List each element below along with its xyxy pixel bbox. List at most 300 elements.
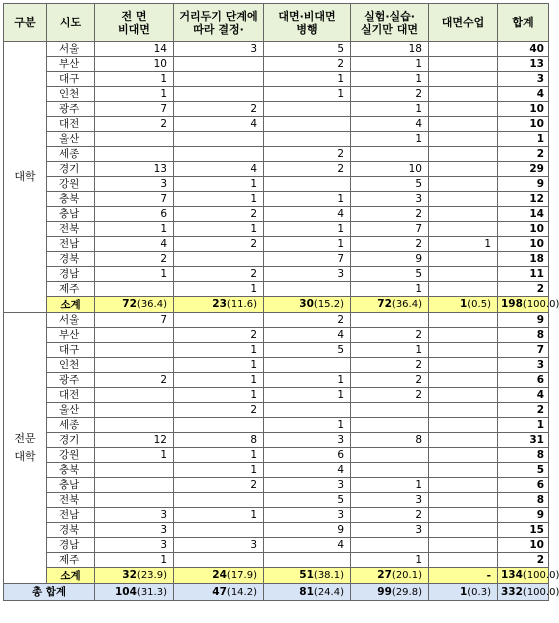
value-cell: 1 [174,463,264,478]
value-cell: 2 [174,403,264,418]
value-cell: 7 [264,252,351,267]
cell-percent: (14.2) [226,586,257,598]
subtotal-total-cell [498,568,559,584]
subtotal-cell [174,297,264,313]
value-cell: 3 [264,508,351,523]
region-cell: 대전 [47,388,95,403]
value-cell [95,282,174,297]
row-total-cell: 1 [498,132,549,147]
value-cell: 2 [174,267,264,282]
table-row [4,207,549,222]
value-cell [95,343,174,358]
table-row [4,252,549,267]
value-cell: 4 [95,237,174,252]
table-row [4,162,549,177]
cell-percent: (0.3) [467,586,491,598]
value-cell [351,463,429,478]
row-total-cell: 29 [498,162,549,177]
value-cell [95,358,174,373]
value-cell [174,132,264,147]
value-cell: 4 [264,463,351,478]
value-cell: 1 [174,282,264,297]
value-cell [95,328,174,343]
value-cell [174,523,264,538]
value-cell [429,42,498,57]
cell-count: - [486,569,491,582]
grand-total-cell [95,584,174,601]
subtotal-cell [264,568,351,584]
value-cell: 1 [351,343,429,358]
cell-percent: (0.5) [467,299,491,310]
region-cell: 부산 [47,328,95,343]
region-cell: 강원 [47,177,95,192]
cell-count: 99 [377,585,392,598]
value-cell: 7 [95,313,174,328]
cell-count: 1 [459,298,468,310]
value-cell [429,553,498,568]
value-cell [429,538,498,553]
value-cell [174,87,264,102]
cell-percent: (24.4) [313,586,344,598]
region-cell: 세종 [47,418,95,433]
row-total-cell: 6 [498,373,549,388]
table-row [4,523,549,538]
value-cell [429,177,498,192]
value-cell [95,493,174,508]
row-total-cell: 10 [498,237,549,252]
value-cell: 2 [174,478,264,493]
value-cell: 1 [264,192,351,207]
table-row [4,328,549,343]
region-cell: 부산 [47,57,95,72]
cell-count: 23 [212,298,227,310]
row-total-cell: 6 [498,478,549,493]
value-cell: 3 [174,538,264,553]
group-label: 대학 [4,42,47,313]
value-cell: 9 [351,252,429,267]
value-cell: 2 [264,147,351,162]
value-cell [95,478,174,493]
table-row [4,508,549,523]
value-cell [429,343,498,358]
value-cell [429,508,498,523]
subtotal-cell [429,297,498,313]
value-cell [174,493,264,508]
region-cell: 경남 [47,538,95,553]
table-row [4,87,549,102]
cell-percent: (29.8) [391,586,422,598]
value-cell: 3 [174,42,264,57]
value-cell: 1 [429,237,498,252]
table-row [4,418,549,433]
value-cell: 8 [351,433,429,448]
value-cell: 1 [351,553,429,568]
subtotal-cell [429,568,498,584]
value-cell [174,252,264,267]
value-cell: 1 [351,102,429,117]
value-cell: 1 [351,282,429,297]
table-row [4,72,549,87]
header-hybrid: 대면·비대면 병행 [264,4,351,42]
cell-percent: (38.1) [313,570,344,581]
region-cell: 경북 [47,523,95,538]
table-row [4,57,549,72]
value-cell: 1 [174,192,264,207]
region-cell: 서울 [47,42,95,57]
value-cell [95,147,174,162]
grand-total-cell [351,584,429,601]
value-cell [429,102,498,117]
cell-percent: (100.0) [522,586,559,598]
table-row [4,448,549,463]
region-cell: 충북 [47,192,95,207]
subtotal-label: 소계 [47,297,95,313]
table-row [4,267,549,282]
value-cell: 9 [264,523,351,538]
table-row [4,538,549,553]
table-row [4,192,549,207]
value-cell: 1 [174,358,264,373]
table-row [4,102,549,117]
subtotal-cell [95,297,174,313]
value-cell: 1 [95,87,174,102]
row-total-cell: 3 [498,358,549,373]
row-total-cell: 40 [498,42,549,57]
value-cell [429,463,498,478]
row-total-cell: 2 [498,282,549,297]
cell-percent: (23.9) [136,570,167,581]
value-cell: 1 [95,448,174,463]
value-cell: 1 [95,222,174,237]
value-cell: 2 [351,388,429,403]
value-cell: 3 [351,523,429,538]
value-cell: 1 [174,388,264,403]
region-cell: 전북 [47,222,95,237]
table-row [4,373,549,388]
value-cell [429,358,498,373]
row-total-cell: 4 [498,87,549,102]
value-cell: 5 [264,493,351,508]
subtotal-cell [351,297,429,313]
cell-percent: (36.4) [391,299,422,310]
cell-percent: (36.4) [136,299,167,310]
cell-percent: (100.0) [522,570,559,581]
value-cell: 2 [264,313,351,328]
grand-total-label: 총 합계 [4,584,95,601]
region-cell: 제주 [47,553,95,568]
value-cell [429,192,498,207]
value-cell: 10 [351,162,429,177]
row-total-cell: 13 [498,57,549,72]
header-row [4,4,549,42]
value-cell [429,117,498,132]
region-cell: 광주 [47,102,95,117]
table-row [4,147,549,162]
value-cell: 1 [351,72,429,87]
value-cell [95,388,174,403]
row-total-cell: 3 [498,72,549,87]
value-cell: 1 [174,448,264,463]
value-cell [351,147,429,162]
row-total-cell: 9 [498,177,549,192]
value-cell: 7 [351,222,429,237]
value-cell: 1 [264,418,351,433]
row-total-cell: 4 [498,388,549,403]
table-row [4,433,549,448]
table-row [4,478,549,493]
cell-count: 72 [377,298,392,310]
value-cell [174,553,264,568]
value-cell [429,252,498,267]
value-cell [264,358,351,373]
value-cell [429,57,498,72]
value-cell [429,448,498,463]
value-cell: 18 [351,42,429,57]
value-cell [174,147,264,162]
value-cell: 3 [264,267,351,282]
subtotal-cell [264,297,351,313]
value-cell [429,523,498,538]
value-cell: 2 [351,87,429,102]
subtotal-row [4,297,549,313]
cell-percent: (15.2) [313,299,344,310]
row-total-cell: 31 [498,433,549,448]
table-row [4,493,549,508]
value-cell [429,328,498,343]
value-cell: 6 [95,207,174,222]
value-cell: 5 [264,343,351,358]
table-row [4,403,549,418]
row-total-cell: 5 [498,463,549,478]
subtotal-label: 소계 [47,568,95,584]
table-row [4,42,549,57]
region-cell: 경기 [47,162,95,177]
value-cell [429,313,498,328]
region-cell: 세종 [47,147,95,162]
row-total-cell: 8 [498,328,549,343]
value-cell [95,403,174,418]
value-cell: 6 [264,448,351,463]
value-cell [429,478,498,493]
value-cell: 4 [264,328,351,343]
region-cell: 경기 [47,433,95,448]
region-cell: 대구 [47,72,95,87]
value-cell: 4 [264,207,351,222]
row-total-cell: 18 [498,252,549,267]
value-cell: 1 [95,267,174,282]
value-cell: 3 [95,177,174,192]
row-total-cell: 2 [498,553,549,568]
value-cell [264,553,351,568]
value-cell: 1 [174,508,264,523]
row-total-cell: 8 [498,493,549,508]
header-region: 시도 [47,4,95,42]
cell-count: 1 [459,585,468,598]
value-cell: 2 [95,252,174,267]
cell-percent: (100.0) [522,299,559,310]
value-cell: 1 [264,237,351,252]
table-row [4,553,549,568]
row-total-cell: 9 [498,313,549,328]
region-cell: 서울 [47,313,95,328]
table-row [4,177,549,192]
grand-total-row [4,584,549,601]
header-distancing-based: 거리두기 단계에 따라 결정· [174,4,264,42]
table-row [4,237,549,252]
cell-percent: (11.6) [226,299,257,310]
value-cell: 5 [351,267,429,282]
value-cell: 5 [264,42,351,57]
row-total-cell: 15 [498,523,549,538]
value-cell: 3 [95,538,174,553]
value-cell [429,147,498,162]
grand-total-cell [429,584,498,601]
value-cell [264,282,351,297]
value-cell [351,448,429,463]
header-in-person: 대면수업 [429,4,498,42]
value-cell: 2 [264,162,351,177]
value-cell [429,267,498,282]
value-cell: 1 [174,343,264,358]
header-lab-only-in-person: 실험·실습· 실기만 대면 [351,4,429,42]
region-cell: 제주 [47,282,95,297]
value-cell: 13 [95,162,174,177]
row-total-cell: 1 [498,418,549,433]
value-cell [429,282,498,297]
region-cell: 전남 [47,237,95,252]
cell-count: 47 [212,585,227,598]
value-cell [264,102,351,117]
value-cell [429,222,498,237]
region-cell: 광주 [47,373,95,388]
subtotal-cell [174,568,264,584]
row-total-cell: 14 [498,207,549,222]
value-cell: 3 [95,508,174,523]
cell-count: 332 [501,585,523,598]
value-cell [429,418,498,433]
value-cell [351,418,429,433]
value-cell: 8 [174,433,264,448]
row-total-cell: 10 [498,538,549,553]
value-cell: 3 [95,523,174,538]
grand-total-sum-cell [498,584,559,601]
header-category: 구분 [4,4,47,42]
region-cell: 충남 [47,478,95,493]
value-cell: 1 [174,222,264,237]
value-cell [95,132,174,147]
value-cell: 1 [351,132,429,147]
value-cell: 1 [264,222,351,237]
value-cell: 3 [351,493,429,508]
value-cell: 3 [264,478,351,493]
row-total-cell: 8 [498,448,549,463]
grand-total-cell [174,584,264,601]
table-row [4,388,549,403]
cell-count: 24 [212,569,227,581]
table-row [4,313,549,328]
value-cell: 1 [351,478,429,493]
value-cell: 7 [95,102,174,117]
value-cell: 10 [95,57,174,72]
subtotal-cell [95,568,174,584]
table-row [4,282,549,297]
value-cell: 2 [95,117,174,132]
subtotal-total-cell [498,297,559,313]
table-row [4,358,549,373]
region-cell: 전북 [47,493,95,508]
value-cell [429,132,498,147]
value-cell [429,433,498,448]
cell-percent: (17.9) [226,570,257,581]
region-cell: 경북 [47,252,95,267]
value-cell: 4 [264,538,351,553]
row-total-cell: 12 [498,192,549,207]
value-cell: 12 [95,433,174,448]
value-cell: 1 [174,177,264,192]
value-cell: 2 [264,57,351,72]
header-full-remote: 전 면 비대면 [95,4,174,42]
cell-count: 27 [377,569,392,581]
region-cell: 인천 [47,87,95,102]
table-row [4,222,549,237]
value-cell [264,117,351,132]
table-wrapper [3,3,559,601]
value-cell: 14 [95,42,174,57]
statistics-table [3,3,559,601]
cell-count: 72 [122,298,137,310]
subtotal-row [4,568,549,584]
region-cell: 울산 [47,403,95,418]
row-total-cell: 7 [498,343,549,358]
value-cell [174,418,264,433]
value-cell [351,313,429,328]
row-total-cell: 2 [498,403,549,418]
value-cell: 4 [174,117,264,132]
value-cell [95,463,174,478]
value-cell [174,72,264,87]
cell-count: 104 [115,585,137,598]
table-row [4,343,549,358]
value-cell: 3 [351,192,429,207]
row-total-cell: 11 [498,267,549,282]
value-cell [429,162,498,177]
region-cell: 울산 [47,132,95,147]
value-cell: 2 [351,373,429,388]
region-cell: 대전 [47,117,95,132]
row-total-cell: 2 [498,147,549,162]
value-cell [429,388,498,403]
value-cell [351,403,429,418]
value-cell: 4 [174,162,264,177]
table-row [4,117,549,132]
value-cell [264,403,351,418]
subtotal-cell [351,568,429,584]
value-cell: 5 [351,177,429,192]
value-cell [95,418,174,433]
value-cell [264,177,351,192]
value-cell: 3 [264,433,351,448]
cell-count: 134 [501,569,523,581]
value-cell: 2 [351,358,429,373]
grand-total-cell [264,584,351,601]
value-cell [174,313,264,328]
value-cell: 2 [351,508,429,523]
value-cell: 1 [95,72,174,87]
value-cell: 2 [351,207,429,222]
table-row [4,463,549,478]
value-cell: 2 [174,207,264,222]
cell-percent: (31.3) [136,586,167,598]
